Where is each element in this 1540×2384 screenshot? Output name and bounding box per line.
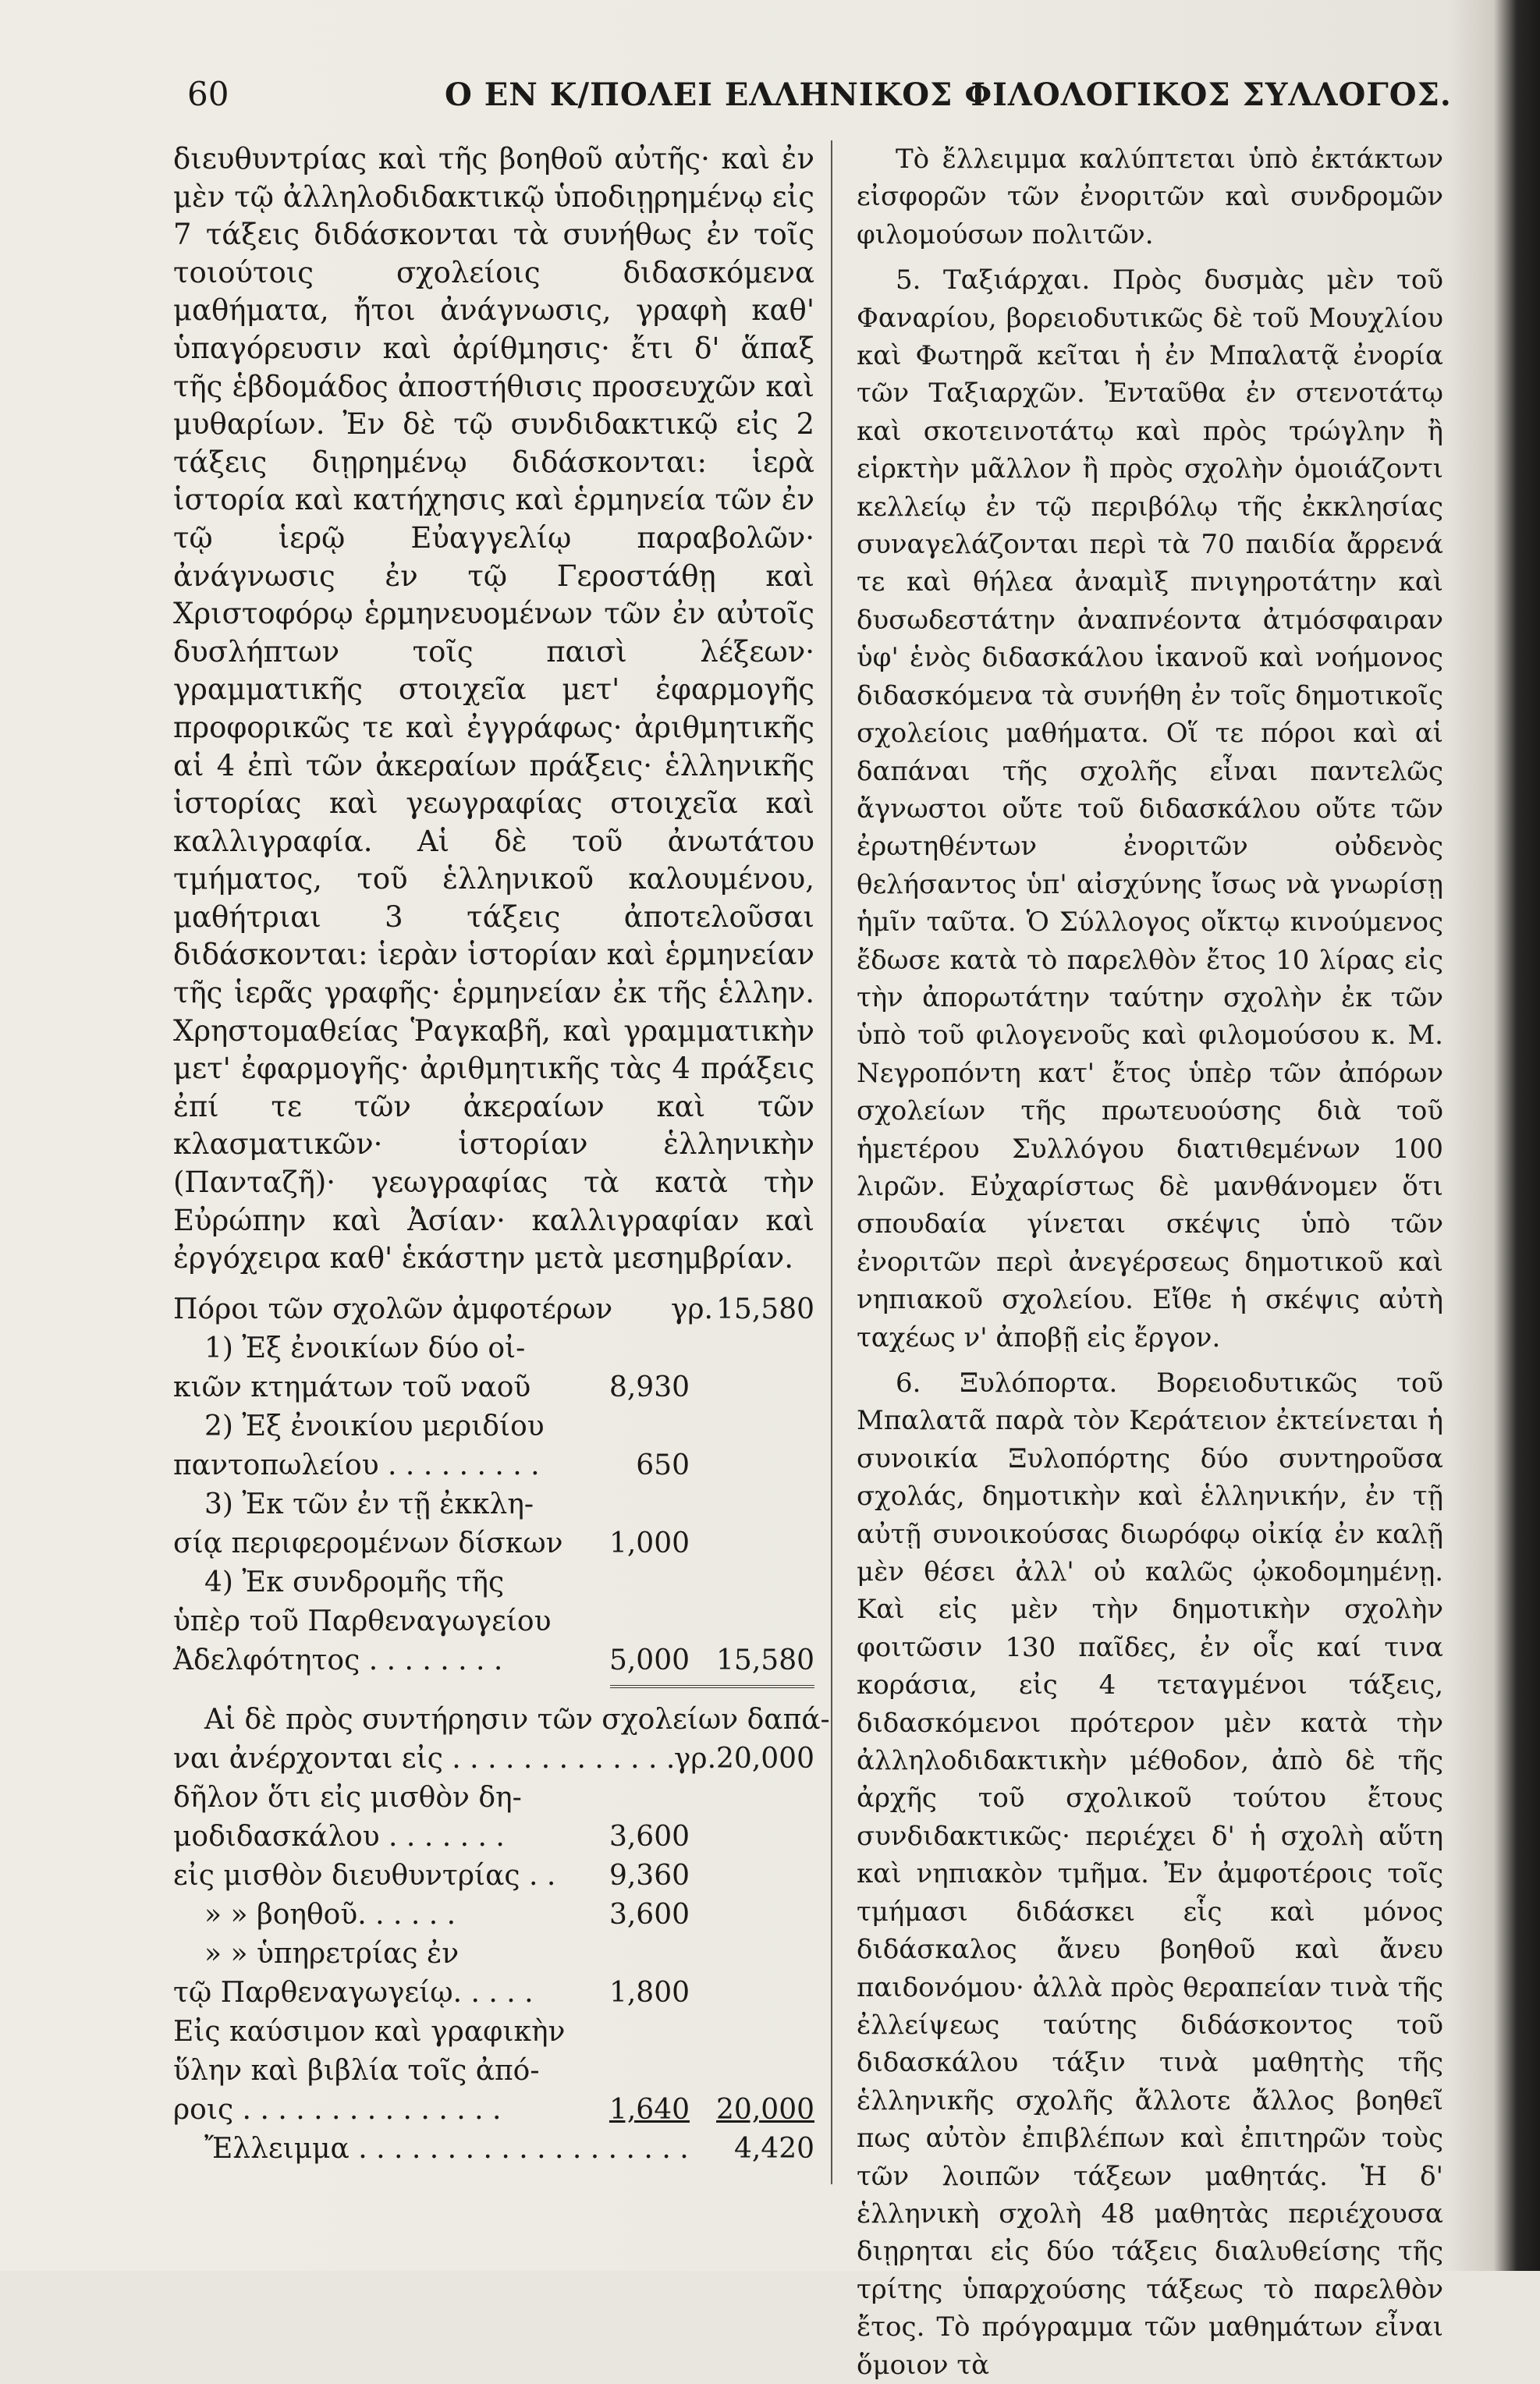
- income-item-label: κιῶν κτημάτων τοῦ ναοῦ: [173, 1371, 531, 1403]
- income-row: [173, 1485, 814, 1524]
- deficit-value: 4,420: [733, 2132, 814, 2165]
- expense-row: [173, 2091, 814, 2130]
- expense-row: [173, 1857, 814, 1896]
- deficit-label: Ἔλλειμμα . . . . . . . . . . . . . . . . . . .: [204, 2132, 689, 2165]
- income-row: [173, 1446, 814, 1485]
- expense-item-label: » » βοηθοῦ. . . . . .: [204, 1898, 456, 1931]
- income-row: [173, 1368, 814, 1407]
- income-row: [173, 1329, 814, 1368]
- expense-table: [173, 1701, 830, 2169]
- expense-row: [173, 1896, 814, 1935]
- expense-item-label: μοδιδασκάλου . . . . . . .: [173, 1820, 505, 1853]
- left-paragraph-1: διευθυντρίας καὶ τῆς βοηθοῦ αὐτῆς· καὶ ἐν μὲν τῷ ἀλληλοδιδακτικῷ ὑποδιῃρημένῳ εἰς 7 τάξεις διδάσκονται τὰ συνήθως ἐν τοῖς τοιούτοις σχολείοις διδασκόμενα μαθήματα, ἤτοι ἀνάγνωσις, γραφὴ καθ' ὑπαγόρευσιν καὶ ἀρίθμησις· ἔτι δ' ἅπαξ τῆς ἑβδομάδος ἀποστήθισις προσευχῶν καὶ μυθαρίων. Ἐν δὲ τῷ συνδιδακτικῷ εἰς 2 τάξεις διῃρημένῳ διδάσκονται: ἱερὰ ἱστορία καὶ κατήχησις καὶ ἑρμηνεία τῶν ἐν τῷ ἱερῷ Εὐαγγελίῳ παραβολῶν· ἀνάγνωσις ἐν τῷ Γεροστάθῃ καὶ Χριστοφόρῳ ἑρμηνευομένων τῶν ἐν αὐτοῖς δυσλήπτων τοῖς παισὶ λέξεων· γραμματικῆς στοιχεῖα μετ' ἐφαρμογῆς προφορικῶς τε καὶ ἐγγράφως· ἀριθμητικῆς αἱ 4 ἐπὶ τῶν ἀκεραίων πράξεις· ἑλληνικῆς ἱστορίας καὶ γεωγραφίας στοιχεῖα καὶ καλλιγραφία. Αἱ δὲ τοῦ ἀνωτάτου τμήματος, τοῦ ἑλληνικοῦ καλουμένου, μαθήτριαι 3 τάξεις ἀποτελοῦσαι διδάσκονται: ἱερὰν ἱστορίαν καὶ ἑρμηνείαν τῆς ἱερᾶς γραφῆς· ἑρμηνείαν ἐκ τῆς ἑλλην. Χρηστομαθείας Ῥαγκαβῆ, καὶ γραμματικὴν μετ' ἐφαρμογῆς· ἀριθμητικῆς τὰς 4 πράξεις ἐπί τε τῶν ἀκεραίων καὶ τῶν κλασματικῶν· ἱστορίαν ἑλληνικὴν (Πανταζῆ)· γεωγραφίας τὰ κατὰ τὴν Εὐρώπην καὶ Ἀσίαν· καλλιγραφίαν καὶ ἐργόχειρα καθ' ἑκάστην μετὰ μεσημβρίαν.: [173, 142, 814, 1275]
- expense-row: [173, 1935, 814, 1974]
- income-item-value: 8,930: [609, 1371, 690, 1403]
- expense-row: [173, 1974, 814, 2013]
- expense-row: [173, 2013, 814, 2052]
- expense-intro-row: [173, 1740, 814, 1779]
- income-total: 15,580: [716, 1293, 814, 1325]
- income-item-label: σίᾳ περιφερομένων δίσκων: [173, 1527, 563, 1559]
- left-column: [173, 140, 830, 2247]
- expense-item-label: τῷ Παρθεναγωγείῳ. . . . .: [173, 1976, 534, 2009]
- income-item-label: παντοπωλείου . . . . . . . . .: [173, 1449, 540, 1481]
- income-item-label: 1) Ἐξ ἐνοικίων δύο οἰ-: [204, 1332, 526, 1364]
- right-paragraph-3: 6. Ξυλόπορτα. Βορειοδυτικῶς τοῦ Μπαλατᾶ παρὰ τὸν Κεράτειον ἐκτείνεται ἡ συνοικία Ξυλοπόρτης δύο συντηροῦσα σχολάς, δημοτικὴν καὶ ἑλληνικήν, ἐν τῇ αὐτῇ συνοικούσας διωρόφῳ οἰκίᾳ ἐν καλῇ μὲν θέσει ἀλλ' οὐ καλῶς ᾠκοδομημένῃ. Καὶ εἰς μὲν τὴν δημοτικὴν σχολὴν φοιτῶσιν 130 παῖδες, ἐν οἷς καί τινα κοράσια, εἰς 4 τεταγμένοι τάξεις, διδασκόμενοι πρότερον μὲν κατὰ τὴν ἀλληλοδιδακτικὴν μέθοδον, ἀπὸ δὲ τῆς ἀρχῆς τοῦ σχολικοῦ τούτου ἔτους συνδιδακτικῶς· περιέχει δ' ἡ σχολὴ αὕτη καὶ νηπιακὸν τμῆμα. Ἐν ἀμφοτέροις τοῖς τμήμασι διδάσκει εἷς καὶ μόνος διδάσκαλος ἄνευ βοηθοῦ καὶ ἄνευ παιδονόμου· ἀλλὰ πρὸς θεραπείαν τινὰ τῆς ἐλλείψεως ταύτης διδάσκοντος τοῦ διδασκάλου τάξιν τινὰ μαθητὴς τῆς ἑλληνικῆς σχολῆς ἄλλοτε ἄλλος βοηθεῖ πως αὐτὸν ἐπιβλέπων καὶ ἐπιτηρῶν τοὺς τῶν λοιπῶν τάξεων μαθητάς. Ἡ δ' ἑλληνικὴ σχολὴ 48 μαθητὰς περιέχουσα διῃρηται εἰς δύο τάξεις διαλυθείσης τῆς τρίτης ὑπαρχούσης τάξεως τὸ παρελθὸν ἔτος. Τὸ πρόγραμμα τῶν μαθημάτων εἶναι ὅμοιον τὰ: [857, 1368, 1443, 2381]
- right-column: [857, 140, 1443, 2381]
- income-row: [173, 1407, 814, 1446]
- expense-intro-text: Αἱ δὲ πρὸς συντήρησιν τῶν σχολείων δαπά-: [204, 1703, 830, 1736]
- expense-item-value: 3,600: [609, 1820, 690, 1853]
- right-paragraph-2: 5. Ταξιάρχαι. Πρὸς δυσμὰς μὲν τοῦ Φαναρίου, βορειοδυτικῶς δὲ τοῦ Μουχλίου καὶ Φωτηρᾶ κεῖται ἡ ἐν Μπαλατᾷ ἐνορία τῶν Ταξιαρχῶν. Ἐνταῦθα ἐν στενοτάτῳ καὶ σκοτεινοτάτῳ καὶ πρὸς τρώγλην ἢ εἱρκτὴν μᾶλλον ἢ πρὸς σχολὴν ὁμοιάζοντι κελλείῳ ἐν τῷ περιβόλῳ τῆς ἐκκλησίας συναγελάζονται περὶ τὰ 70 παιδία ἄρρενά τε καὶ θήλεα ἀναμὶξ πνιγηροτάτην καὶ δυσωδεστάτην ἀναπνέοντα ἀτμόσφαιραν ὑφ' ἑνὸς διδασκάλου ἱκανοῦ καὶ νοήμονος διδασκόμενα τὰ συνήθη ἐν τοῖς δημοτικοῖς σχολείοις μαθήματα. Οἵ τε πόροι καὶ αἱ δαπάναι τῆς σχολῆς εἶναι παντελῶς ἄγνωστοι οὔτε τοῦ διδασκάλου οὔτε τῶν ἐρωτηθέντων ἐνοριτῶν οὐδενὸς θελήσαντος ὑπ' αἰσχύνης ἴσως νὰ γνωρίσῃ ἡμῖν ταῦτα. Ὁ Σύλλογος οἴκτῳ κινούμενος ἔδωσε κατὰ τὸ παρελθὸν ἔτος 10 λίρας εἰς τὴν ἀπορωτάτην ταύτην σχολὴν ἐκ τῶν ὑπὸ τοῦ φιλογενοῦς καὶ φιλομούσου κ. Μ. Νεγροπόντη κατ' ἔτος ὑπὲρ τῶν ἀπόρων σχολείων τῆς πρωτευούσης διὰ τοῦ ἡμετέρου Συλλόγου διατιθεμένων 100 λιρῶν. Εὐχαρίστως δὲ μανθάνομεν ὅτι σπουδαία γίνεται σκέψις ὑπὸ τῶν ἐνοριτῶν περὶ ἀνεγέρσεως δημοτικοῦ καὶ νηπιακοῦ σχολείου. Εἴθε ἡ σκέψις αὐτὴ ταχέως ν' ἀποβῇ εἰς ἔργον.: [857, 264, 1443, 1353]
- expense-intro-row: [173, 1701, 830, 1740]
- income-item-label: 3) Ἐκ τῶν ἐν τῇ ἐκκλη-: [204, 1488, 534, 1520]
- expense-row: [173, 1818, 814, 1857]
- income-item-label: ὑπὲρ τοῦ Παρθεναγωγείου: [173, 1605, 552, 1637]
- income-item-value: 1,000: [609, 1527, 690, 1559]
- running-head: Ο ΕΝ Κ/ΠΟΛΕΙ ΕΛΛΗΝΙΚΟΣ ΦΙΛΟΛΟΓΙΚΟΣ ΣΥΛΛΟΓΟΣ.: [445, 76, 1452, 113]
- page-header: [187, 75, 1452, 122]
- income-item-label: Ἀδελφότητος . . . . . . . .: [173, 1644, 503, 1676]
- expense-item-label: Εἰς καύσιμον καὶ γραφικὴν: [173, 2015, 566, 2048]
- expense-total: γρ.20,000: [673, 1742, 814, 1775]
- expense-item-label: ροις . . . . . . . . . . . . . . .: [173, 2093, 502, 2126]
- expense-item-value: 9,360: [609, 1859, 690, 1892]
- income-item-label: 4) Ἐκ συνδρομῆς τῆς: [204, 1566, 505, 1598]
- expense-sum: 20,000: [716, 2093, 814, 2126]
- expense-item-value: 1,800: [609, 1976, 690, 2009]
- income-row: [173, 1524, 814, 1563]
- income-item-value: 650: [636, 1449, 690, 1481]
- page-number: 60: [187, 75, 229, 113]
- income-table: [173, 1290, 814, 1688]
- expense-item-label: δῆλον ὅτι εἰς μισθὸν δη-: [173, 1781, 522, 1814]
- income-sum: 15,580: [716, 1644, 814, 1676]
- income-item-label: 2) Ἐξ ἐνοικίου μεριδίου: [204, 1410, 545, 1442]
- income-row: [173, 1641, 814, 1680]
- income-currency: γρ.: [670, 1293, 713, 1325]
- expense-item-label: ὕλην καὶ βιβλία τοῖς ἀπό-: [173, 2054, 540, 2087]
- expense-item-label: » » ὑπηρετρίας ἐν: [204, 1937, 460, 1970]
- expense-intro-text: ναι ἀνέρχονται εἰς . . . . . . . . . . . . .: [173, 1742, 676, 1775]
- income-item-value: 5,000: [609, 1644, 690, 1676]
- right-paragraph-1: Τὸ ἔλλειμμα καλύπτεται ὑπὸ ἐκτάκτων εἰσφορῶν τῶν ἐνοριτῶν καὶ συνδρομῶν φιλομούσων πολιτῶν.: [857, 144, 1443, 250]
- income-sum-rule: [610, 1685, 814, 1688]
- expense-item-label: εἰς μισθὸν διευθυντρίας . .: [173, 1859, 556, 1892]
- income-row: [173, 1563, 814, 1602]
- income-title: Πόροι τῶν σχολῶν ἀμφοτέρων: [173, 1293, 613, 1325]
- income-row: [173, 1602, 814, 1641]
- expense-row: [173, 1779, 814, 1818]
- expense-row: [173, 2052, 814, 2091]
- expense-item-value: 3,600: [609, 1898, 690, 1931]
- deficit-row: [173, 2130, 814, 2169]
- income-title-row: [173, 1290, 814, 1329]
- column-divider: [831, 140, 832, 2184]
- expense-item-value: 1,640: [609, 2093, 690, 2126]
